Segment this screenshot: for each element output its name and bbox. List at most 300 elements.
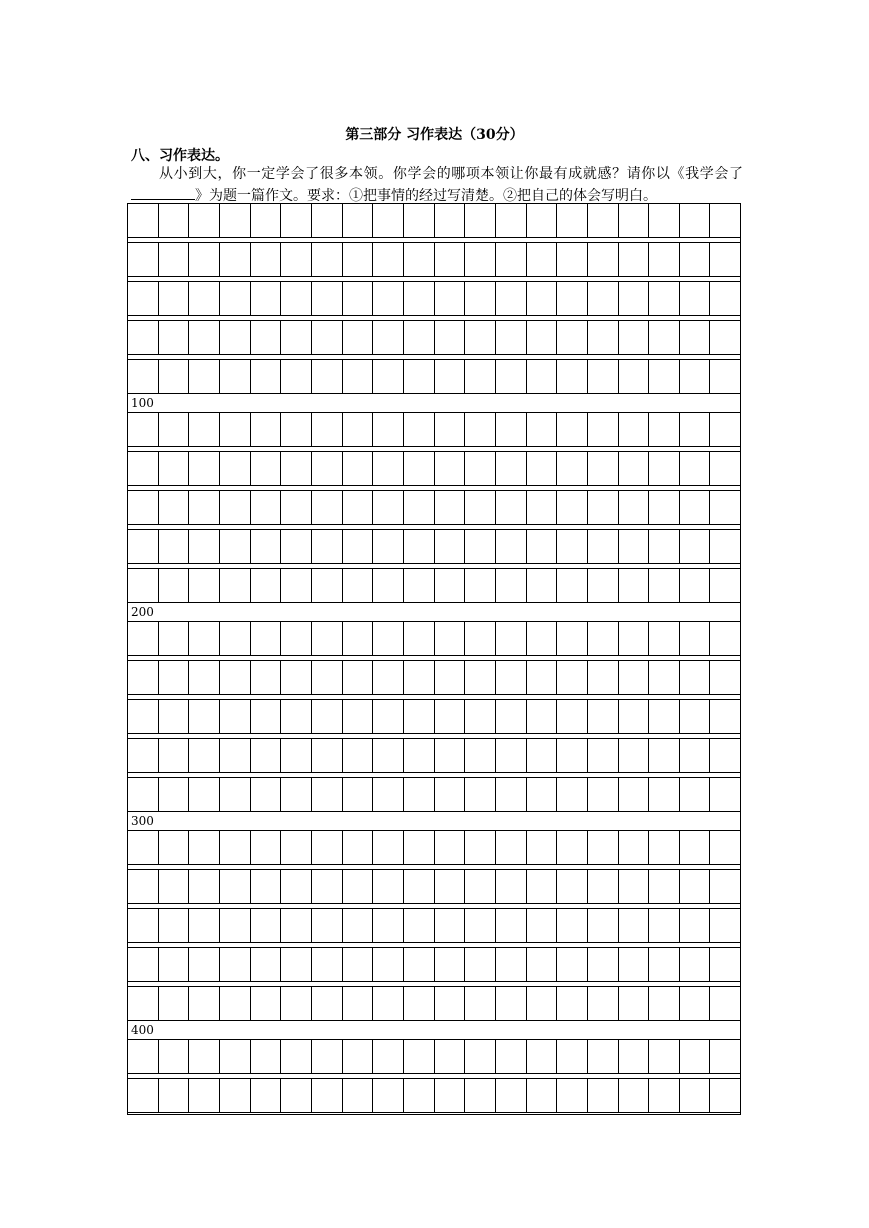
grid-cell[interactable] [373, 360, 404, 393]
grid-cell[interactable] [159, 530, 190, 563]
grid-cell[interactable] [281, 282, 312, 315]
grid-cell[interactable] [496, 778, 527, 811]
grid-cell[interactable] [588, 948, 619, 981]
grid-cell[interactable] [619, 831, 650, 864]
grid-cell[interactable] [189, 661, 220, 694]
grid-cell[interactable] [619, 569, 650, 602]
grid-cell[interactable] [465, 321, 496, 354]
grid-cell[interactable] [373, 243, 404, 276]
grid-cell[interactable] [588, 909, 619, 942]
grid-cell[interactable] [159, 452, 190, 485]
grid-cell[interactable] [649, 739, 680, 772]
grid-cell[interactable] [557, 831, 588, 864]
grid-cell[interactable] [404, 452, 435, 485]
grid-cell[interactable] [404, 360, 435, 393]
grid-cell[interactable] [649, 452, 680, 485]
grid-cell[interactable] [588, 870, 619, 903]
grid-cell[interactable] [128, 452, 159, 485]
grid-cell[interactable] [465, 282, 496, 315]
grid-cell[interactable] [496, 909, 527, 942]
grid-cell[interactable] [343, 831, 374, 864]
grid-cell[interactable] [404, 661, 435, 694]
grid-cell[interactable] [435, 321, 466, 354]
grid-cell[interactable] [220, 1079, 251, 1112]
grid-cell[interactable] [649, 1079, 680, 1112]
grid-cell[interactable] [220, 1040, 251, 1073]
grid-cell[interactable] [373, 909, 404, 942]
grid-cell[interactable] [649, 778, 680, 811]
grid-cell[interactable] [710, 530, 741, 563]
grid-cell[interactable] [128, 987, 159, 1020]
grid-cell[interactable] [373, 321, 404, 354]
grid-cell[interactable] [251, 282, 282, 315]
grid-cell[interactable] [159, 700, 190, 733]
grid-cell[interactable] [435, 243, 466, 276]
grid-cell[interactable] [159, 321, 190, 354]
grid-cell[interactable] [343, 778, 374, 811]
grid-cell[interactable] [435, 204, 466, 237]
grid-cell[interactable] [465, 360, 496, 393]
grid-cell[interactable] [710, 622, 741, 655]
grid-cell[interactable] [435, 530, 466, 563]
grid-cell[interactable] [619, 739, 650, 772]
grid-cell[interactable] [373, 700, 404, 733]
grid-cell[interactable] [557, 243, 588, 276]
grid-cell[interactable] [710, 909, 741, 942]
grid-cell[interactable] [343, 739, 374, 772]
grid-cell[interactable] [496, 622, 527, 655]
grid-cell[interactable] [588, 739, 619, 772]
grid-cell[interactable] [465, 1040, 496, 1073]
grid-cell[interactable] [435, 413, 466, 446]
grid-cell[interactable] [710, 1079, 741, 1112]
grid-cell[interactable] [128, 831, 159, 864]
grid-cell[interactable] [312, 700, 343, 733]
grid-cell[interactable] [281, 452, 312, 485]
grid-cell[interactable] [220, 987, 251, 1020]
grid-cell[interactable] [435, 909, 466, 942]
grid-cell[interactable] [588, 1040, 619, 1073]
grid-cell[interactable] [649, 530, 680, 563]
grid-cell[interactable] [465, 204, 496, 237]
grid-cell[interactable] [619, 661, 650, 694]
grid-cell[interactable] [710, 831, 741, 864]
grid-cell[interactable] [281, 530, 312, 563]
grid-cell[interactable] [680, 204, 711, 237]
grid-cell[interactable] [527, 661, 558, 694]
grid-cell[interactable] [619, 530, 650, 563]
grid-cell[interactable] [404, 1040, 435, 1073]
grid-cell[interactable] [404, 491, 435, 524]
grid-cell[interactable] [343, 948, 374, 981]
grid-cell[interactable] [619, 1040, 650, 1073]
grid-cell[interactable] [281, 491, 312, 524]
grid-cell[interactable] [588, 569, 619, 602]
grid-cell[interactable] [557, 360, 588, 393]
grid-cell[interactable] [435, 282, 466, 315]
grid-cell[interactable] [680, 987, 711, 1020]
grid-cell[interactable] [189, 909, 220, 942]
grid-cell[interactable] [496, 1079, 527, 1112]
grid-cell[interactable] [404, 1079, 435, 1112]
grid-cell[interactable] [189, 243, 220, 276]
grid-cell[interactable] [557, 778, 588, 811]
grid-cell[interactable] [343, 282, 374, 315]
grid-cell[interactable] [251, 569, 282, 602]
grid-cell[interactable] [189, 360, 220, 393]
grid-cell[interactable] [649, 360, 680, 393]
grid-cell[interactable] [189, 491, 220, 524]
grid-cell[interactable] [220, 282, 251, 315]
grid-cell[interactable] [435, 661, 466, 694]
grid-cell[interactable] [343, 530, 374, 563]
grid-cell[interactable] [680, 778, 711, 811]
grid-cell[interactable] [220, 569, 251, 602]
grid-cell[interactable] [465, 739, 496, 772]
grid-cell[interactable] [649, 700, 680, 733]
grid-cell[interactable] [680, 452, 711, 485]
grid-cell[interactable] [619, 870, 650, 903]
grid-cell[interactable] [404, 987, 435, 1020]
grid-cell[interactable] [680, 1040, 711, 1073]
grid-cell[interactable] [251, 948, 282, 981]
grid-cell[interactable] [159, 831, 190, 864]
grid-cell[interactable] [312, 491, 343, 524]
grid-cell[interactable] [557, 622, 588, 655]
grid-cell[interactable] [312, 282, 343, 315]
grid-cell[interactable] [220, 739, 251, 772]
grid-cell[interactable] [251, 831, 282, 864]
grid-cell[interactable] [312, 739, 343, 772]
grid-cell[interactable] [281, 778, 312, 811]
grid-cell[interactable] [251, 870, 282, 903]
grid-cell[interactable] [588, 831, 619, 864]
grid-cell[interactable] [343, 204, 374, 237]
grid-cell[interactable] [527, 870, 558, 903]
grid-cell[interactable] [159, 491, 190, 524]
grid-cell[interactable] [649, 1040, 680, 1073]
grid-cell[interactable] [220, 452, 251, 485]
grid-cell[interactable] [557, 870, 588, 903]
grid-cell[interactable] [527, 452, 558, 485]
grid-cell[interactable] [710, 569, 741, 602]
grid-cell[interactable] [649, 661, 680, 694]
grid-cell[interactable] [496, 569, 527, 602]
grid-cell[interactable] [251, 321, 282, 354]
grid-cell[interactable] [527, 739, 558, 772]
grid-cell[interactable] [496, 987, 527, 1020]
grid-cell[interactable] [404, 321, 435, 354]
grid-cell[interactable] [680, 491, 711, 524]
grid-cell[interactable] [680, 909, 711, 942]
grid-cell[interactable] [619, 948, 650, 981]
grid-cell[interactable] [251, 1040, 282, 1073]
grid-cell[interactable] [557, 1040, 588, 1073]
grid-cell[interactable] [619, 204, 650, 237]
grid-cell[interactable] [404, 739, 435, 772]
grid-cell[interactable] [435, 569, 466, 602]
grid-cell[interactable] [251, 243, 282, 276]
grid-cell[interactable] [128, 321, 159, 354]
grid-cell[interactable] [189, 987, 220, 1020]
grid-cell[interactable] [710, 204, 741, 237]
grid-cell[interactable] [557, 282, 588, 315]
grid-cell[interactable] [281, 870, 312, 903]
grid-cell[interactable] [281, 661, 312, 694]
grid-cell[interactable] [404, 831, 435, 864]
grid-cell[interactable] [159, 1079, 190, 1112]
grid-cell[interactable] [220, 204, 251, 237]
grid-cell[interactable] [343, 870, 374, 903]
grid-cell[interactable] [710, 282, 741, 315]
grid-cell[interactable] [159, 909, 190, 942]
grid-cell[interactable] [680, 569, 711, 602]
grid-cell[interactable] [189, 569, 220, 602]
grid-cell[interactable] [251, 778, 282, 811]
grid-cell[interactable] [527, 569, 558, 602]
grid-cell[interactable] [159, 360, 190, 393]
grid-cell[interactable] [373, 622, 404, 655]
grid-cell[interactable] [281, 739, 312, 772]
grid-cell[interactable] [588, 987, 619, 1020]
grid-cell[interactable] [220, 661, 251, 694]
grid-cell[interactable] [710, 778, 741, 811]
grid-cell[interactable] [557, 987, 588, 1020]
grid-cell[interactable] [312, 321, 343, 354]
grid-cell[interactable] [588, 321, 619, 354]
grid-cell[interactable] [343, 413, 374, 446]
grid-cell[interactable] [189, 739, 220, 772]
grid-cell[interactable] [128, 282, 159, 315]
grid-cell[interactable] [465, 569, 496, 602]
grid-cell[interactable] [496, 452, 527, 485]
grid-cell[interactable] [588, 452, 619, 485]
grid-cell[interactable] [159, 569, 190, 602]
grid-cell[interactable] [465, 987, 496, 1020]
grid-cell[interactable] [649, 831, 680, 864]
grid-cell[interactable] [159, 204, 190, 237]
grid-cell[interactable] [680, 282, 711, 315]
grid-cell[interactable] [557, 948, 588, 981]
grid-cell[interactable] [527, 622, 558, 655]
grid-cell[interactable] [281, 1040, 312, 1073]
grid-cell[interactable] [159, 1040, 190, 1073]
grid-cell[interactable] [251, 622, 282, 655]
grid-cell[interactable] [710, 1040, 741, 1073]
grid-cell[interactable] [710, 491, 741, 524]
grid-cell[interactable] [189, 204, 220, 237]
grid-cell[interactable] [588, 778, 619, 811]
grid-cell[interactable] [281, 909, 312, 942]
grid-cell[interactable] [220, 622, 251, 655]
grid-cell[interactable] [496, 1040, 527, 1073]
grid-cell[interactable] [496, 282, 527, 315]
grid-cell[interactable] [251, 491, 282, 524]
grid-cell[interactable] [159, 413, 190, 446]
grid-cell[interactable] [189, 831, 220, 864]
grid-cell[interactable] [128, 530, 159, 563]
grid-cell[interactable] [557, 413, 588, 446]
grid-cell[interactable] [251, 452, 282, 485]
grid-cell[interactable] [619, 282, 650, 315]
grid-cell[interactable] [159, 778, 190, 811]
grid-cell[interactable] [312, 622, 343, 655]
grid-cell[interactable] [220, 831, 251, 864]
grid-cell[interactable] [619, 452, 650, 485]
grid-cell[interactable] [281, 831, 312, 864]
grid-cell[interactable] [435, 700, 466, 733]
grid-cell[interactable] [527, 282, 558, 315]
grid-cell[interactable] [710, 413, 741, 446]
grid-cell[interactable] [557, 321, 588, 354]
grid-cell[interactable] [496, 700, 527, 733]
grid-cell[interactable] [465, 948, 496, 981]
grid-cell[interactable] [649, 243, 680, 276]
grid-cell[interactable] [128, 909, 159, 942]
grid-cell[interactable] [189, 282, 220, 315]
grid-cell[interactable] [465, 831, 496, 864]
grid-cell[interactable] [465, 870, 496, 903]
grid-cell[interactable] [220, 778, 251, 811]
grid-cell[interactable] [312, 360, 343, 393]
grid-cell[interactable] [496, 870, 527, 903]
grid-cell[interactable] [251, 530, 282, 563]
grid-cell[interactable] [373, 530, 404, 563]
grid-cell[interactable] [373, 282, 404, 315]
grid-cell[interactable] [557, 909, 588, 942]
grid-cell[interactable] [159, 282, 190, 315]
grid-cell[interactable] [343, 987, 374, 1020]
grid-cell[interactable] [281, 987, 312, 1020]
grid-cell[interactable] [649, 622, 680, 655]
grid-cell[interactable] [312, 987, 343, 1020]
grid-cell[interactable] [465, 530, 496, 563]
grid-cell[interactable] [527, 831, 558, 864]
grid-cell[interactable] [189, 452, 220, 485]
grid-cell[interactable] [680, 739, 711, 772]
grid-cell[interactable] [649, 491, 680, 524]
grid-cell[interactable] [404, 622, 435, 655]
grid-cell[interactable] [251, 739, 282, 772]
grid-cell[interactable] [373, 987, 404, 1020]
grid-cell[interactable] [710, 948, 741, 981]
grid-cell[interactable] [128, 569, 159, 602]
grid-cell[interactable] [251, 700, 282, 733]
grid-cell[interactable] [159, 987, 190, 1020]
grid-cell[interactable] [159, 948, 190, 981]
grid-cell[interactable] [619, 1079, 650, 1112]
grid-cell[interactable] [557, 452, 588, 485]
grid-cell[interactable] [557, 491, 588, 524]
grid-cell[interactable] [435, 778, 466, 811]
grid-cell[interactable] [373, 870, 404, 903]
grid-cell[interactable] [710, 360, 741, 393]
grid-cell[interactable] [343, 321, 374, 354]
grid-cell[interactable] [312, 778, 343, 811]
grid-cell[interactable] [649, 282, 680, 315]
grid-cell[interactable] [404, 778, 435, 811]
grid-cell[interactable] [680, 243, 711, 276]
grid-cell[interactable] [312, 831, 343, 864]
grid-cell[interactable] [189, 413, 220, 446]
grid-cell[interactable] [281, 360, 312, 393]
grid-cell[interactable] [128, 360, 159, 393]
grid-cell[interactable] [281, 321, 312, 354]
grid-cell[interactable] [373, 452, 404, 485]
grid-cell[interactable] [312, 1079, 343, 1112]
grid-cell[interactable] [220, 530, 251, 563]
grid-cell[interactable] [312, 204, 343, 237]
grid-cell[interactable] [527, 321, 558, 354]
grid-cell[interactable] [404, 569, 435, 602]
grid-cell[interactable] [189, 778, 220, 811]
grid-cell[interactable] [189, 622, 220, 655]
grid-cell[interactable] [159, 661, 190, 694]
grid-cell[interactable] [128, 948, 159, 981]
grid-cell[interactable] [373, 661, 404, 694]
grid-cell[interactable] [465, 243, 496, 276]
grid-cell[interactable] [220, 700, 251, 733]
grid-cell[interactable] [189, 1040, 220, 1073]
grid-cell[interactable] [649, 569, 680, 602]
grid-cell[interactable] [496, 948, 527, 981]
grid-cell[interactable] [710, 661, 741, 694]
grid-cell[interactable] [680, 948, 711, 981]
grid-cell[interactable] [281, 948, 312, 981]
grid-cell[interactable] [343, 1040, 374, 1073]
grid-cell[interactable] [527, 413, 558, 446]
grid-cell[interactable] [312, 569, 343, 602]
grid-cell[interactable] [710, 739, 741, 772]
grid-cell[interactable] [649, 321, 680, 354]
grid-cell[interactable] [220, 321, 251, 354]
grid-cell[interactable] [343, 909, 374, 942]
grid-cell[interactable] [189, 948, 220, 981]
grid-cell[interactable] [220, 243, 251, 276]
grid-cell[interactable] [557, 1079, 588, 1112]
grid-cell[interactable] [281, 243, 312, 276]
grid-cell[interactable] [312, 870, 343, 903]
grid-cell[interactable] [128, 739, 159, 772]
grid-cell[interactable] [251, 987, 282, 1020]
grid-cell[interactable] [435, 622, 466, 655]
grid-cell[interactable] [710, 452, 741, 485]
grid-cell[interactable] [465, 1079, 496, 1112]
grid-cell[interactable] [220, 870, 251, 903]
grid-cell[interactable] [527, 360, 558, 393]
grid-cell[interactable] [710, 870, 741, 903]
grid-cell[interactable] [710, 987, 741, 1020]
grid-cell[interactable] [527, 530, 558, 563]
grid-cell[interactable] [527, 491, 558, 524]
grid-cell[interactable] [465, 700, 496, 733]
grid-cell[interactable] [680, 661, 711, 694]
grid-cell[interactable] [527, 778, 558, 811]
grid-cell[interactable] [220, 909, 251, 942]
grid-cell[interactable] [128, 243, 159, 276]
grid-cell[interactable] [710, 321, 741, 354]
grid-cell[interactable] [496, 243, 527, 276]
grid-cell[interactable] [496, 530, 527, 563]
grid-cell[interactable] [404, 243, 435, 276]
grid-cell[interactable] [680, 622, 711, 655]
grid-cell[interactable] [619, 622, 650, 655]
grid-cell[interactable] [588, 1079, 619, 1112]
grid-cell[interactable] [465, 413, 496, 446]
grid-cell[interactable] [588, 622, 619, 655]
grid-cell[interactable] [619, 778, 650, 811]
grid-cell[interactable] [527, 987, 558, 1020]
